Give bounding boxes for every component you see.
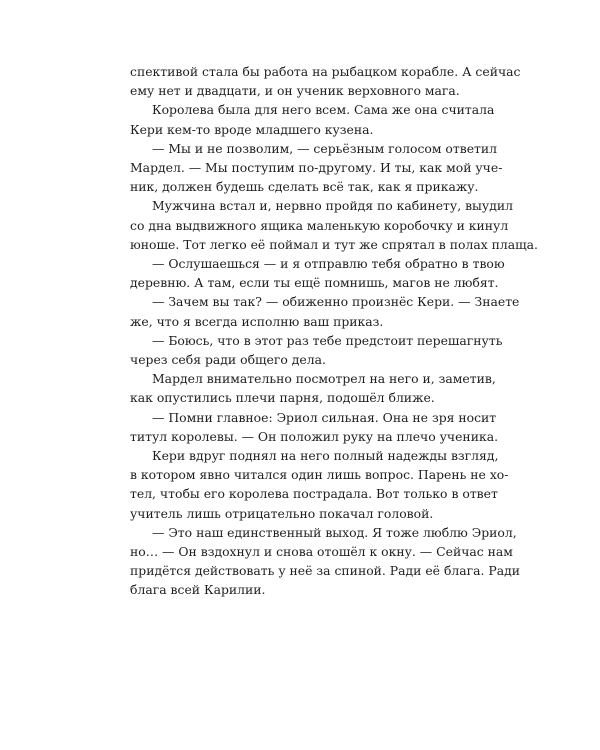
text-line: — Зачем вы так? — обиженно произнёс Кери. — Знаете bbox=[152, 294, 520, 310]
text-line: — Помни главное: Эриол сильная. Она не зря носит bbox=[152, 409, 497, 425]
paragraph bbox=[130, 523, 521, 600]
text-line: учитель лишь отрицательно покачал головой. bbox=[130, 505, 434, 521]
text-line: Кери кем-то вроде младшего кузена. bbox=[130, 121, 374, 137]
text-line: — Боюсь, что в этот раз тебе предстоит перешагнуть bbox=[152, 332, 503, 348]
paragraph bbox=[130, 254, 505, 292]
book-page-text bbox=[130, 62, 538, 600]
text-line: — Это наш единственный выход. Я тоже люблю Эриол, bbox=[152, 524, 517, 540]
paragraph bbox=[130, 331, 503, 369]
text-line: юноше. Тот легко её поймал и тут же спрятал в полах плаща. bbox=[130, 236, 538, 252]
text-line: но… — Он вздохнул и снова отошёл к окну. — Сейчас нам bbox=[130, 544, 513, 560]
text-line: как опустились плечи парня, подошёл ближе. bbox=[130, 390, 435, 406]
paragraph bbox=[130, 369, 496, 407]
text-line: в котором явно читался один лишь вопрос. Парень не хо- bbox=[130, 467, 509, 483]
text-line: же, что я всегда исполню ваш приказ. bbox=[130, 313, 384, 329]
text-line: ему нет и двадцати, и он ученик верховного мага. bbox=[130, 83, 460, 99]
paragraph bbox=[130, 62, 521, 100]
text-line: спективой стала бы работа на рыбацком корабле. А сейчас bbox=[130, 64, 521, 79]
text-line: придётся действовать у неё за спиной. Ради её блага. Ради bbox=[130, 563, 521, 579]
text-line: со дна выдвижного ящика маленькую коробочку и кинул bbox=[130, 217, 509, 233]
text-line: Кери вдруг поднял на него полный надежды взгляд, bbox=[152, 448, 499, 464]
text-line: тел, чтобы его королева пострадала. Вот только в ответ bbox=[130, 486, 498, 502]
paragraph bbox=[130, 446, 509, 523]
text-line: титул королевы. — Он положил руку на плечо ученика. bbox=[130, 428, 499, 444]
text-line: — Ослушаешься — и я отправлю тебя обратно в твою bbox=[152, 256, 505, 272]
text-line: через себя ради общего дела. bbox=[130, 352, 326, 368]
paragraph bbox=[130, 196, 538, 254]
text-line: Мужчина встал и, нервно пройдя по кабинету, выудил bbox=[152, 198, 513, 214]
paragraph bbox=[130, 292, 520, 330]
text-line: Мардел внимательно посмотрел на него и, заметив, bbox=[152, 371, 496, 387]
text-line: блага всей Карилии. bbox=[130, 582, 266, 598]
text-line: — Мы и не позволим, — серьёзным голосом ответил bbox=[152, 140, 498, 156]
text-line: ник, должен будешь сделать всё так, как я прикажу. bbox=[130, 179, 479, 195]
paragraph bbox=[130, 100, 495, 138]
paragraph bbox=[130, 408, 499, 446]
text-line: деревню. А там, если ты ещё помнишь, магов не любят. bbox=[130, 275, 499, 291]
text-line: Мардел. — Мы поступим по-другому. И ты, как мой уче- bbox=[130, 160, 503, 176]
paragraph bbox=[130, 139, 503, 197]
text-line: Королева была для него всем. Сама же она считала bbox=[152, 102, 495, 118]
